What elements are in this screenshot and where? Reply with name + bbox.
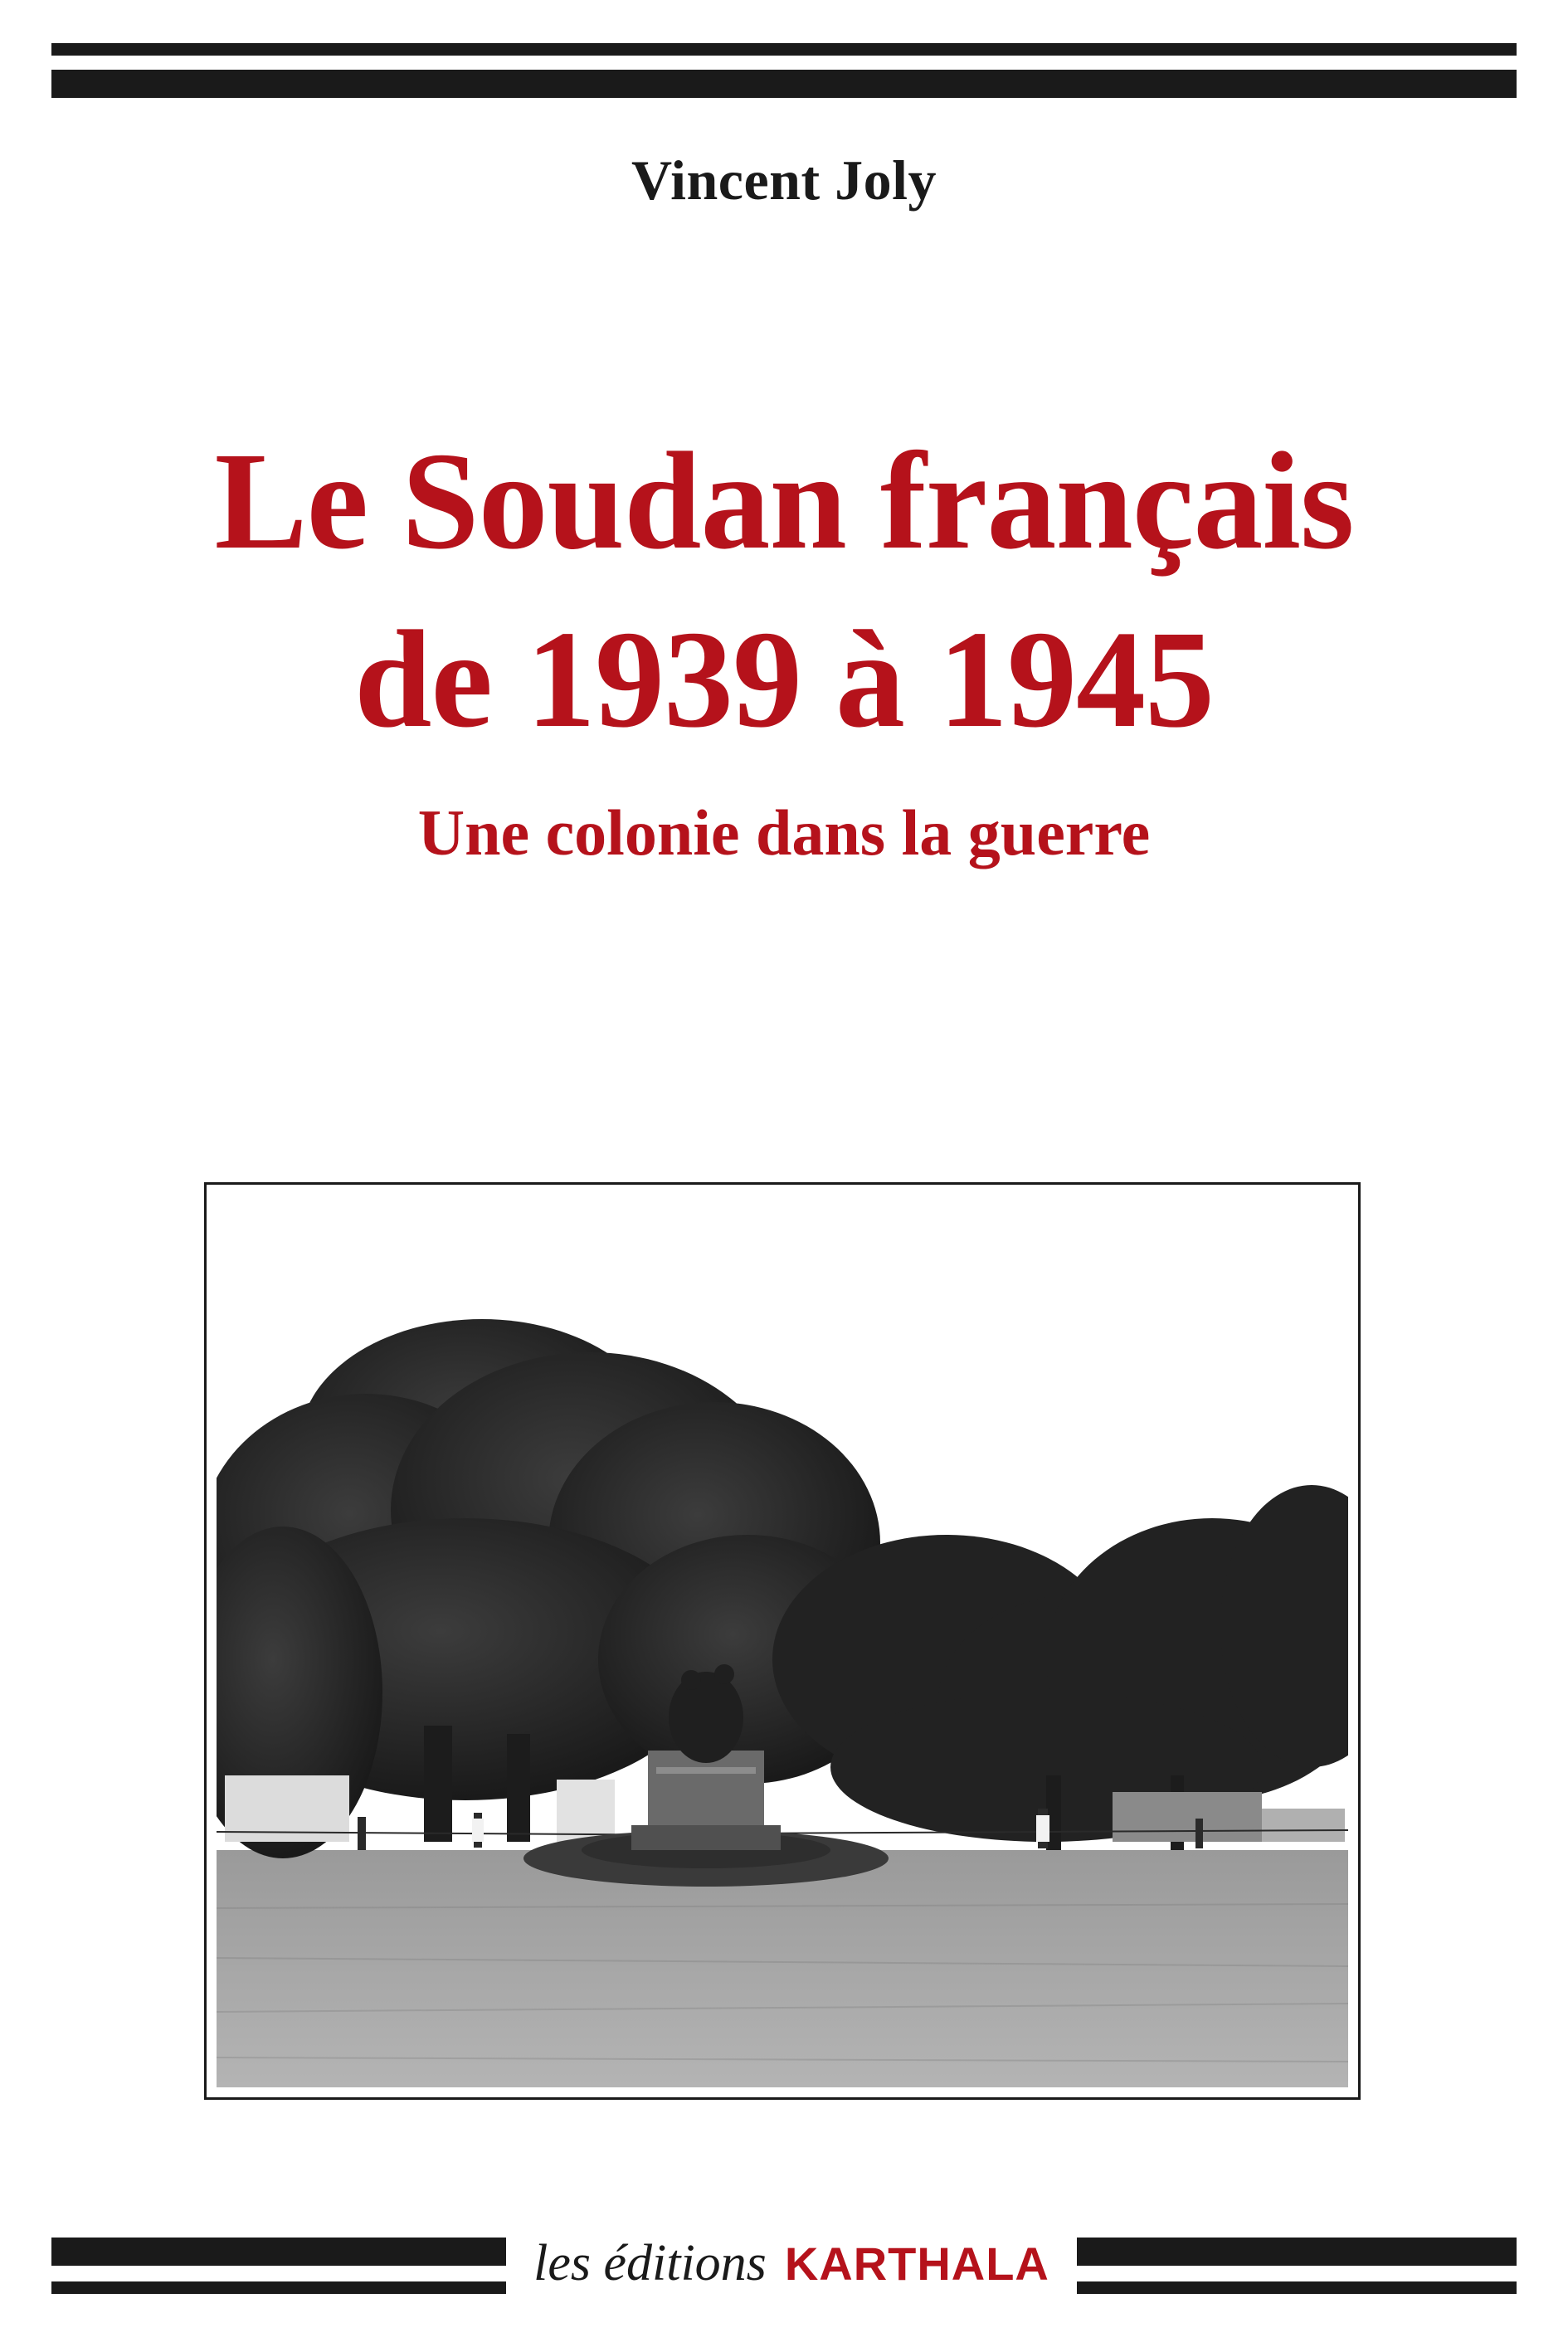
bottom-rule-left-thin xyxy=(51,2281,506,2294)
subtitle: Une colonie dans la guerre xyxy=(417,796,1151,869)
publisher-prefix: les éditions xyxy=(533,2234,767,2291)
publisher-imprint xyxy=(514,2230,1069,2296)
title-line-1: Le Soudan français xyxy=(214,424,1354,578)
cover-photo-frame xyxy=(204,1182,1361,2100)
bottom-rule-right-thick xyxy=(1077,2238,1517,2266)
cover-photo xyxy=(217,1195,1348,2087)
title-line-2: de 1939 à 1945 xyxy=(354,602,1214,757)
top-rule-thick xyxy=(51,70,1517,98)
top-rule-thin xyxy=(51,43,1517,56)
bottom-rule-right-thin xyxy=(1077,2281,1517,2294)
bottom-rule-left-thick xyxy=(51,2238,506,2266)
publisher-name: KARTHALA xyxy=(784,2237,1049,2290)
author-name: Vincent Joly xyxy=(631,149,937,212)
